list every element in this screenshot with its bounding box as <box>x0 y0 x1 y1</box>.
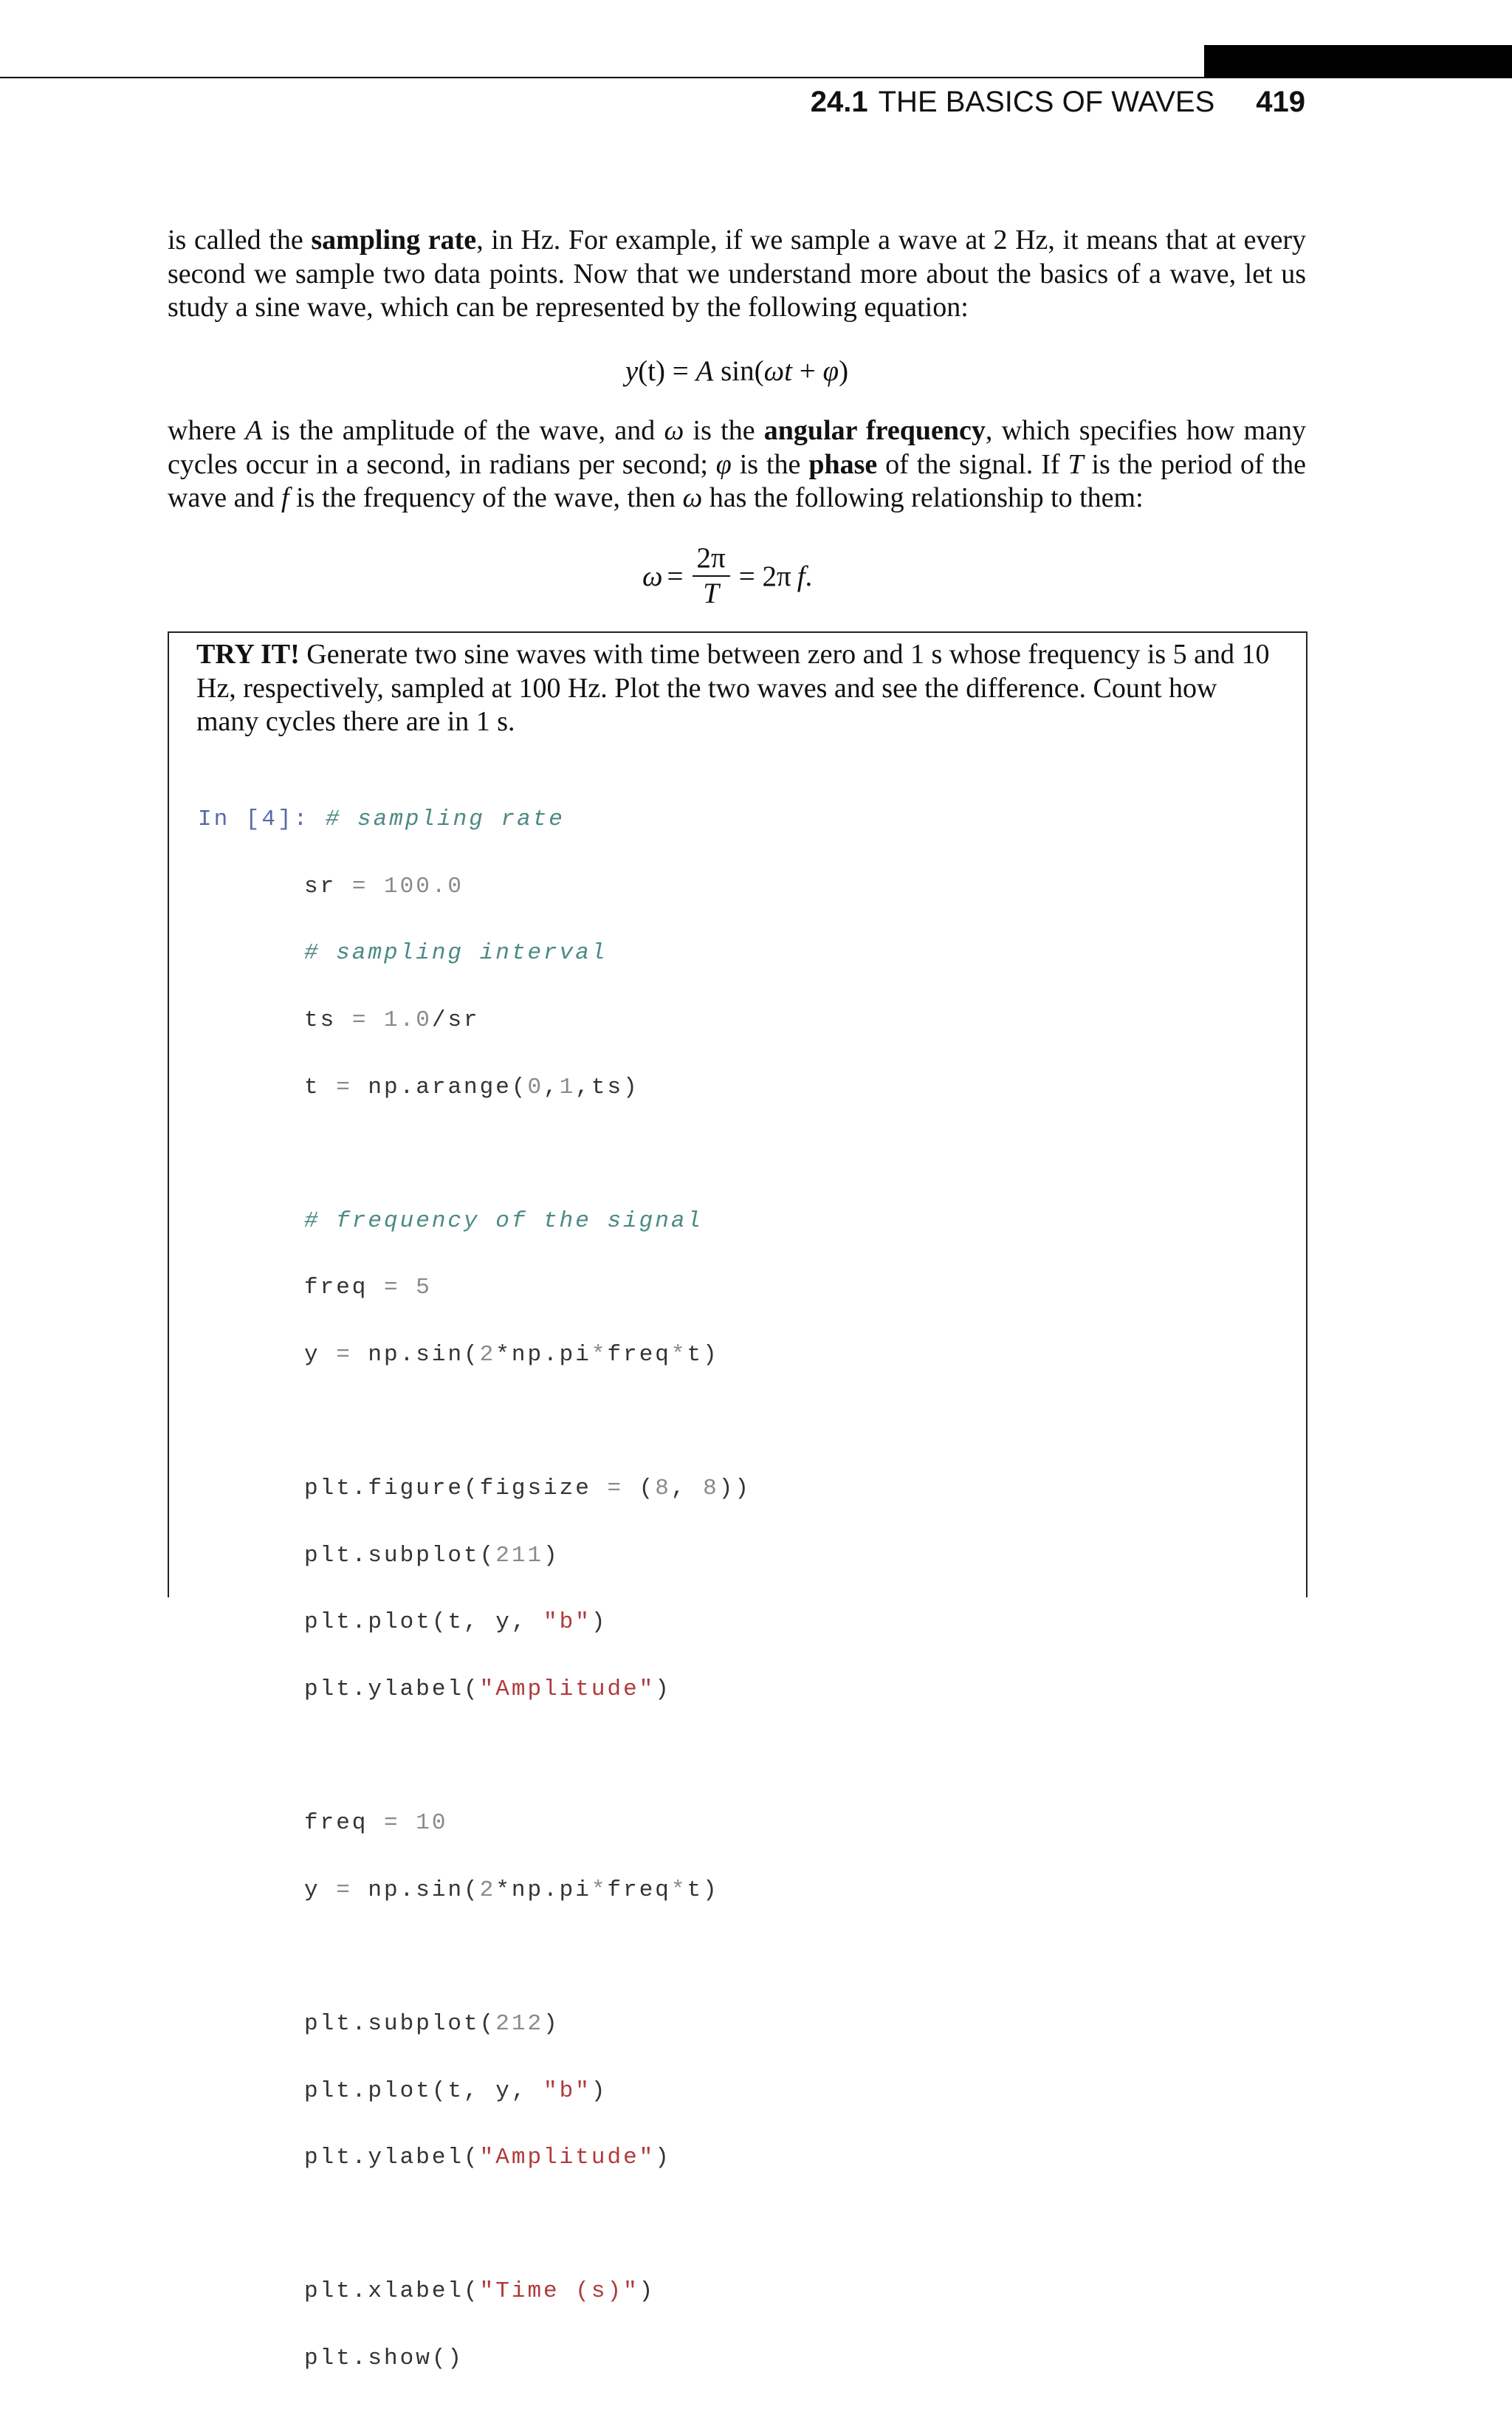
text-run: , in Hz. For example, if we sample a wave at 2 Hz, it means that at every second we sample two data points. Now that we understand more about the basics of a wave, let us study a sine wave, which can be represented by the following equation: <box>168 225 1306 323</box>
code-number: 8 <box>703 1476 719 1502</box>
code-number: 2 <box>479 1342 496 1368</box>
code-token: *np.pi <box>495 1342 591 1368</box>
eq-2pi: = 2π <box>738 560 791 592</box>
eq-phi: φ <box>822 355 839 387</box>
code-token: freq <box>304 1275 385 1301</box>
text-run: is the period of the wave and <box>168 448 1306 513</box>
code-blank-line <box>198 1137 751 1171</box>
code-blank-line <box>198 2208 751 2241</box>
code-token: freq <box>607 1877 671 1903</box>
page-number: 419 <box>1256 86 1305 118</box>
text-run: is the <box>684 415 764 446</box>
code-token: freq <box>607 1342 671 1368</box>
code-token: plt.subplot( <box>304 2010 496 2037</box>
eq-period: . <box>805 560 813 592</box>
equation-omega <box>642 535 812 617</box>
code-string: "Time (s)" <box>479 2278 639 2305</box>
code-token: plt.ylabel( <box>304 2145 480 2171</box>
eq-sin: sin( <box>713 355 764 387</box>
code-token: np.arange( <box>351 1074 528 1100</box>
code-line <box>198 2275 751 2308</box>
code-token: ( <box>623 1476 656 1502</box>
code-line <box>198 1204 751 1238</box>
code-token: plt.ylabel( <box>304 1676 480 1703</box>
code-line <box>198 1472 751 1505</box>
code-line <box>198 1271 751 1304</box>
section-title: THE BASICS OF WAVES <box>878 86 1215 118</box>
code-line <box>198 870 751 903</box>
math-T: T <box>1068 448 1084 480</box>
code-line <box>198 2007 751 2040</box>
code-token: ) <box>543 2010 560 2037</box>
code-operator: = <box>336 1074 352 1100</box>
code-token: np.sin( <box>351 1342 480 1368</box>
code-token: , <box>543 1074 560 1100</box>
text-run: is the frequency of the wave, then <box>289 482 683 513</box>
code-token: , <box>670 1476 704 1502</box>
term-sampling-rate: sampling rate <box>311 225 477 256</box>
cell-prompt: In [4]: <box>198 806 326 833</box>
code-token: ) <box>655 2145 671 2171</box>
eq-amplitude: A <box>695 355 714 387</box>
code-token: freq <box>304 1810 385 1837</box>
equation-sine-wave <box>168 353 1306 390</box>
math-omega: ω <box>682 482 703 513</box>
code-comment: # sampling rate <box>325 806 565 833</box>
code-token: t) <box>687 1342 719 1368</box>
code-token: ) <box>655 1676 671 1703</box>
code-operator: * <box>591 1342 608 1368</box>
text-run: where <box>168 415 246 446</box>
code-string: "b" <box>543 1609 591 1636</box>
header-rule <box>0 77 1512 78</box>
code-token: y <box>304 1342 337 1368</box>
running-header <box>811 83 1305 121</box>
code-token: sr <box>304 873 352 899</box>
fraction-2pi-over-T <box>693 541 730 611</box>
text-run: of the signal. If <box>877 448 1068 480</box>
code-number: 2 <box>479 1877 496 1903</box>
code-number: 5 <box>399 1275 432 1301</box>
try-it-text <box>196 638 1277 739</box>
code-blank-line <box>198 1940 751 1973</box>
code-token: ) <box>591 1609 608 1636</box>
code-line <box>198 2342 751 2375</box>
eq-sign: = <box>667 560 684 592</box>
code-line <box>198 1071 751 1104</box>
code-string: "b" <box>543 2077 591 2104</box>
code-token: plt.plot(t, y, <box>304 2077 544 2104</box>
try-it-label: TRY IT! <box>196 639 300 670</box>
eq-arg: (t) <box>638 355 666 387</box>
eq-close: ) <box>839 355 849 387</box>
term-phase: phase <box>808 448 878 480</box>
code-token: plt.plot(t, y, <box>304 1609 544 1636</box>
code-operator: = <box>351 1007 368 1034</box>
code-line <box>198 2074 751 2108</box>
code-operator: = <box>351 873 368 899</box>
code-line <box>198 1806 751 1840</box>
code-comment: # sampling interval <box>304 940 608 967</box>
eq-sign: = <box>665 355 696 387</box>
code-line <box>198 1539 751 1572</box>
code-token: /sr <box>431 1007 480 1034</box>
text-run: is called the <box>168 225 312 256</box>
code-operator: = <box>607 1476 624 1502</box>
code-cell <box>198 770 751 2409</box>
text-run: has the following relationship to them: <box>702 482 1144 513</box>
paragraph-angular-frequency <box>168 414 1306 515</box>
eq-var: y <box>625 355 639 387</box>
code-line <box>198 1606 751 1639</box>
code-token: ) <box>639 2278 656 2305</box>
code-number: 1.0 <box>368 1007 432 1034</box>
math-phi: φ <box>715 448 732 480</box>
code-number: 211 <box>495 1542 544 1569</box>
term-angular-frequency: angular frequency <box>763 415 986 446</box>
code-line <box>198 2141 751 2174</box>
code-token: ts <box>304 1007 352 1034</box>
header-tab-bar <box>1204 45 1512 78</box>
code-comment: # frequency of the signal <box>304 1207 704 1234</box>
fraction-numerator: 2π <box>696 542 726 574</box>
try-it-instructions: Generate two sine waves with time between zero and 1 s whose frequency is 5 and 10 Hz, respectively, sampled at 100 Hz. Plot the two waves and see the difference. Count how many cycles there are in 1 s. <box>196 639 1270 737</box>
code-number: 10 <box>399 1810 448 1837</box>
text-run: is the <box>731 448 809 480</box>
code-operator: = <box>384 1275 400 1301</box>
code-operator: * <box>670 1877 687 1903</box>
code-blank-line <box>198 1740 751 1773</box>
code-token: t <box>304 1074 337 1100</box>
code-line <box>198 1874 751 1907</box>
code-token: *np.pi <box>495 1877 591 1903</box>
code-string: "Amplitude" <box>479 1676 656 1703</box>
code-line <box>198 1004 751 1037</box>
code-number: 100.0 <box>368 873 464 899</box>
math-omega: ω <box>664 415 684 446</box>
code-operator: = <box>336 1877 352 1903</box>
math-f: f <box>281 482 289 513</box>
eq-f: f <box>797 560 805 592</box>
code-number: 1 <box>559 1074 576 1100</box>
eq-omega-t: ωt <box>763 355 792 387</box>
code-number: 8 <box>655 1476 671 1502</box>
code-operator: * <box>670 1342 687 1368</box>
text-run: is the amplitude of the wave, and <box>262 415 664 446</box>
code-operator: = <box>336 1342 352 1368</box>
fraction-denominator: T <box>703 578 719 609</box>
code-token: t) <box>687 1877 719 1903</box>
code-line <box>198 936 751 970</box>
eq-plus: + <box>792 355 823 387</box>
code-token: np.sin( <box>351 1877 480 1903</box>
code-line <box>198 1673 751 1706</box>
code-token: ,ts) <box>575 1074 639 1100</box>
code-token: plt.show() <box>304 2345 464 2371</box>
code-number: 212 <box>495 2010 544 2037</box>
code-token: plt.figure(figsize <box>304 1476 608 1502</box>
section-number: 24.1 <box>810 86 868 118</box>
code-operator: = <box>384 1810 400 1837</box>
text-run: , which specifies how many cycles occur in a second, in radians per second; <box>168 415 1306 480</box>
code-token: ) <box>591 2077 608 2104</box>
code-token: ) <box>543 1542 560 1569</box>
code-line <box>198 803 751 836</box>
paragraph-sampling-rate <box>168 224 1306 325</box>
code-token: )) <box>718 1476 751 1502</box>
code-token: y <box>304 1877 337 1903</box>
code-string: "Amplitude" <box>479 2145 656 2171</box>
code-number: 0 <box>527 1074 544 1100</box>
eq-omega: ω <box>642 560 663 592</box>
code-token: plt.subplot( <box>304 1542 496 1569</box>
code-token: plt.xlabel( <box>304 2278 480 2305</box>
code-line <box>198 1338 751 1371</box>
math-A: A <box>245 415 263 446</box>
code-blank-line <box>198 1405 751 1439</box>
code-operator: * <box>591 1877 608 1903</box>
